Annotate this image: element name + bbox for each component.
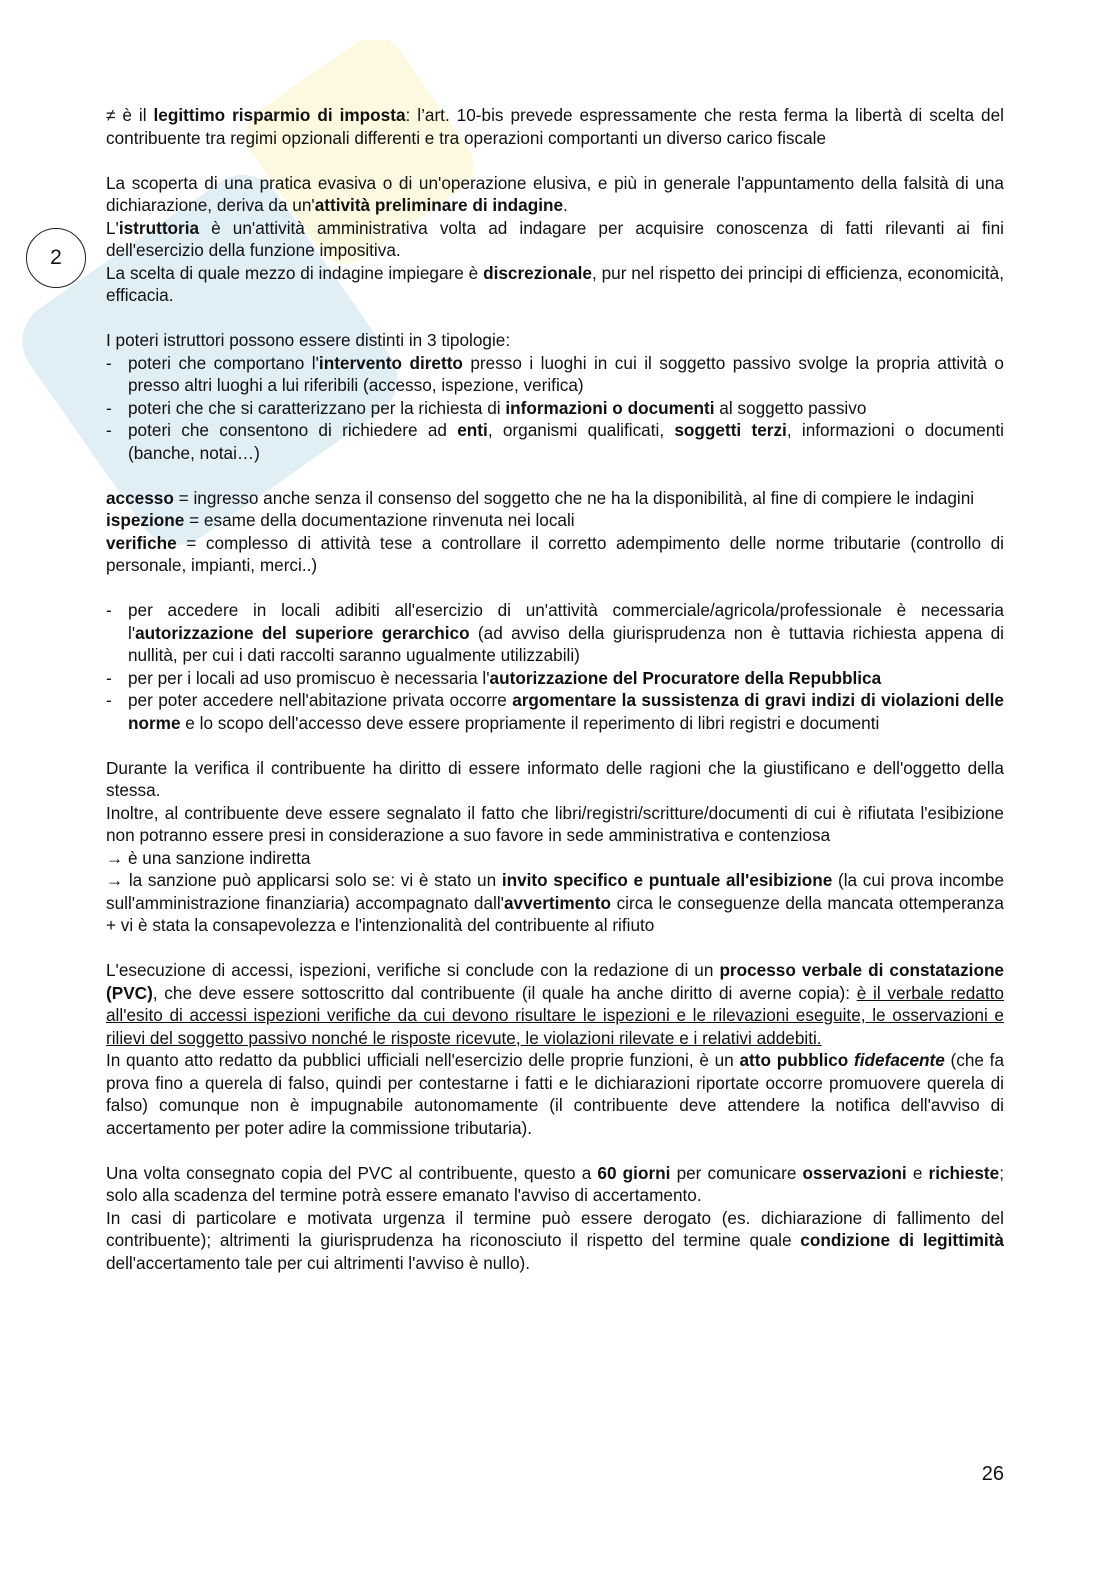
paragraph-esibizione: Inoltre, al contribuente deve essere segnalato il fatto che libri/registri/scritture/documenti di cui è rifiutata l'esibizione non potranno essere presi in considerazione a suo favore in sede amministrativa e contenziosa (106, 802, 1004, 845)
definition-ispezione: ispezione = esame della documentazione rinvenuta nei locali (106, 510, 575, 530)
paragraph-pvc: L'esecuzione di accessi, ispezioni, verifiche si conclude con la redazione di un processo verbale di constatazione (PVC), che deve essere sottoscritto dal contribuente (il quale ha anche diritto di averne copia): è il verbale redatto all'esito di accessi ispezioni verifiche da cui devono risultare le ispezioni e le rilevazioni eseguite, le osservazioni e rilievi del soggetto passivo nonché le risposte ricevute, le violazioni rilevate e i relativi addebiti. (106, 960, 1004, 1048)
list-item: - per accedere in locali adibiti all'esercizio di un'attività commerciale/agricola/professionale è necessaria l'autorizzazione del superiore gerarchico (ad avviso della giurisprudenza non è tuttavia richiesta appena di nullità, per cui i dati raccolti saranno ugualmente utilizzabili) (106, 600, 1004, 665)
definition-accesso: accesso = ingresso anche senza il consenso del soggetto che ne ha la disponibilità, al fine di compiere le indagini (106, 487, 975, 508)
list-item: - poteri che consentono di richiedere ad enti, organismi qualificati, soggetti terzi, informazioni o documenti (banche, notai…) (106, 420, 1004, 463)
list-item: - per poter accedere nell'abitazione privata occorre argomentare la sussistenza di gravi indizi di violazioni delle norme e lo scopo dell'accesso deve essere propriamente il reperimento di libri registri e documenti (106, 690, 1004, 733)
paragraph-poteri-intro: I poteri istruttori possono essere distinti in 3 tipologie: (106, 330, 511, 350)
paragraph-atto-pubblico: In quanto atto redatto da pubblici ufficiali nell'esercizio delle proprie funzioni, è un atto pubblico fidefacente (che fa prova fino a querela di falso, quindi per contestarne i fatti e le dichiarazioni riportate occorre promuovere querela di falso) comunque non è impugnabile autonomamente (il contribuente deve attendere la notifica dell'avviso di accertamento per poter adire la commissione tributaria). (106, 1050, 1005, 1138)
paragraph-sanzione-indiretta: → è una sanzione indiretta (106, 847, 311, 868)
paragraph-scoperta: La scoperta di una pratica evasiva o di un'operazione elusiva, e più in generale l'appuntamento della falsità di una dichiarazione, deriva da un'attività preliminare di indagine. (106, 172, 1004, 215)
list-item: - poteri che comportano l'intervento diretto presso i luoghi in cui il soggetto passivo svolge la propria attività o presso altri luoghi a lui riferibili (accesso, ispezione, verifica) (106, 352, 1004, 395)
document-body (106, 104, 1004, 1274)
paragraph-verifica-diritti: Durante la verifica il contribuente ha diritto di essere informato delle ragioni che la giustificano e dell'oggetto della stessa. (106, 757, 1004, 800)
paragraph-scelta: La scelta di quale mezzo di indagine impiegare è discrezionale, pur nel rispetto dei principi di efficienza, economicità, efficacia. (106, 262, 1004, 305)
paragraph-urgenza: In casi di particolare e motivata urgenza il termine può essere derogato (es. dichiarazione di fallimento del contribuente); altrimenti la giurisprudenza ha riconosciuto il rispetto del termine quale condizione di legittimità dell'accertamento tale per cui altrimenti l'avviso è nullo). (106, 1207, 1004, 1273)
section-badge: 2 (26, 228, 86, 288)
paragraph-sanzione-condizioni: → la sanzione può applicarsi solo se: vi è stato un invito specifico e puntuale all'esibizione (la cui prova incombe sull'amministrazione finanziaria) accompagnato dall'avvertimento circa le conseguenze della mancata ottemperanza + vi è stata la consapevolezza e l'intenzionalità del contribuente al rifiuto (106, 870, 1005, 935)
list-item: - poteri che che si caratterizzano per la richiesta di informazioni o documenti al soggetto passivo (106, 397, 867, 418)
definition-verifiche: verifiche = complesso di attività tese a controllare il corretto adempimento delle norme tributarie (controllo di personale, impianti, merci..) (106, 532, 1004, 575)
paragraph-istruttoria: L'istruttoria è un'attività amministrativa volta ad indagare per acquisire conoscenza di fatti rilevanti ai fini dell'esercizio della funzione impositiva. (106, 217, 1004, 260)
paragraph-termine: Una volta consegnato copia del PVC al contribuente, questo a 60 giorni per comunicare osservazioni e richieste; solo alla scadenza del termine potrà essere emanato l'avviso di accertamento. (106, 1162, 1004, 1205)
page-number: 26 (981, 1463, 1004, 1485)
list-item: - per per i locali ad uso promiscuo è necessaria l'autorizzazione del Procuratore della Repubblica (106, 667, 882, 688)
paragraph-risparmio: ≠ è il legittimo risparmio di imposta: l’art. 10-bis prevede espressamente che resta ferma la libertà di scelta del contribuente tra regimi opzionali differenti e tra operazioni comportanti un diverso carico fiscale (106, 105, 1004, 148)
